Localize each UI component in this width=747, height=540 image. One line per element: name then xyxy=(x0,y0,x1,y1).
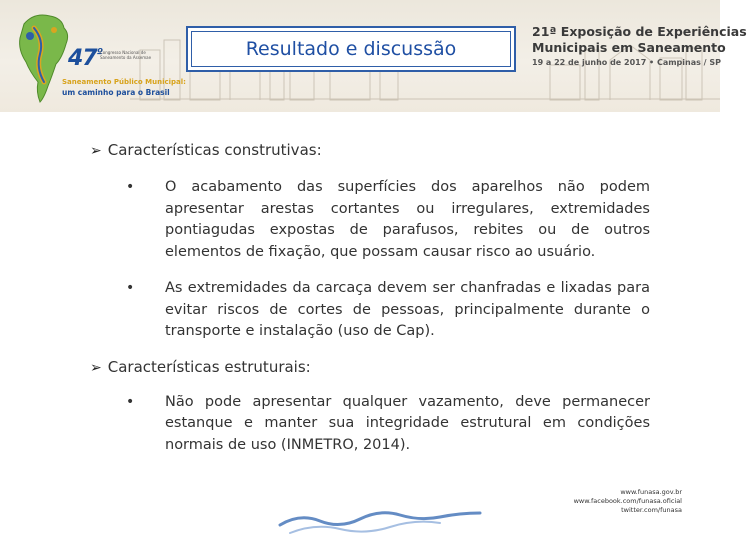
bullet-dot-icon: • xyxy=(126,179,135,195)
logo-number: $47^º$ xyxy=(68,46,102,71)
wave-decoration xyxy=(280,495,540,540)
logo-tagline-2: um caminho para o Brasil xyxy=(62,88,170,97)
logo-tagline-1: Saneamento Público Municipal: xyxy=(62,78,186,86)
event-info xyxy=(532,24,747,67)
arrow-bullet-icon: ➢ xyxy=(90,143,102,159)
footer-links xyxy=(574,488,682,515)
slide-content xyxy=(90,140,650,456)
bullet-list xyxy=(90,177,650,343)
bullet-item: • As extremidades da carcaça devem ser chanfradas e lixadas para evitar riscos de cortes de pessoas, principalmente durante o transporte e instalação (uso de Cap). xyxy=(126,280,650,339)
event-date-location: 19 a 22 de junho de 2017 • Campinas / SP xyxy=(532,58,721,67)
section-estruturais xyxy=(90,357,650,457)
bullet-dot-icon: • xyxy=(126,280,135,296)
footer-link-facebook[interactable]: www.facebook.com/funasa.oficial xyxy=(573,497,682,505)
bullet-dot-icon: • xyxy=(126,393,135,410)
logo-subtitle: Congresso Nacional de Saneamento da Assemae xyxy=(100,50,152,60)
header-banner xyxy=(0,0,747,112)
event-title-line-1: 21ª Exposição de Experiências xyxy=(532,24,747,39)
event-title-line-2: Municipais em Saneamento xyxy=(532,40,726,55)
slide-title-box xyxy=(186,26,516,72)
slide-title: Resultado e discussão xyxy=(245,38,457,60)
congress-logo xyxy=(4,6,186,106)
bullet-list xyxy=(90,392,650,457)
bullet-item: • O acabamento das superfícies dos aparelhos não podem apresentar arestas cortantes ou irregulares, extremidades pontiagudas expostas de parafusos, rebites ou de outros elementos de fixação, que possam causar risco ao usuário. xyxy=(126,179,650,260)
footer-link-website[interactable]: www.funasa.gov.br xyxy=(620,488,682,496)
section-heading: ➢ Características construtivas: xyxy=(90,141,322,159)
section-heading: ➢ Características estruturais: xyxy=(90,357,311,376)
footer-link-twitter[interactable]: twitter.com/funasa xyxy=(621,506,682,514)
section-construtivas xyxy=(90,140,650,343)
bullet-item: • Não pode apresentar qualquer vazamento, deve permanecer estanque e manter sua integridade estrutural em condições normais de uso (INMETRO, 2014). xyxy=(126,393,650,453)
arrow-bullet-icon: ➢ xyxy=(90,359,102,376)
